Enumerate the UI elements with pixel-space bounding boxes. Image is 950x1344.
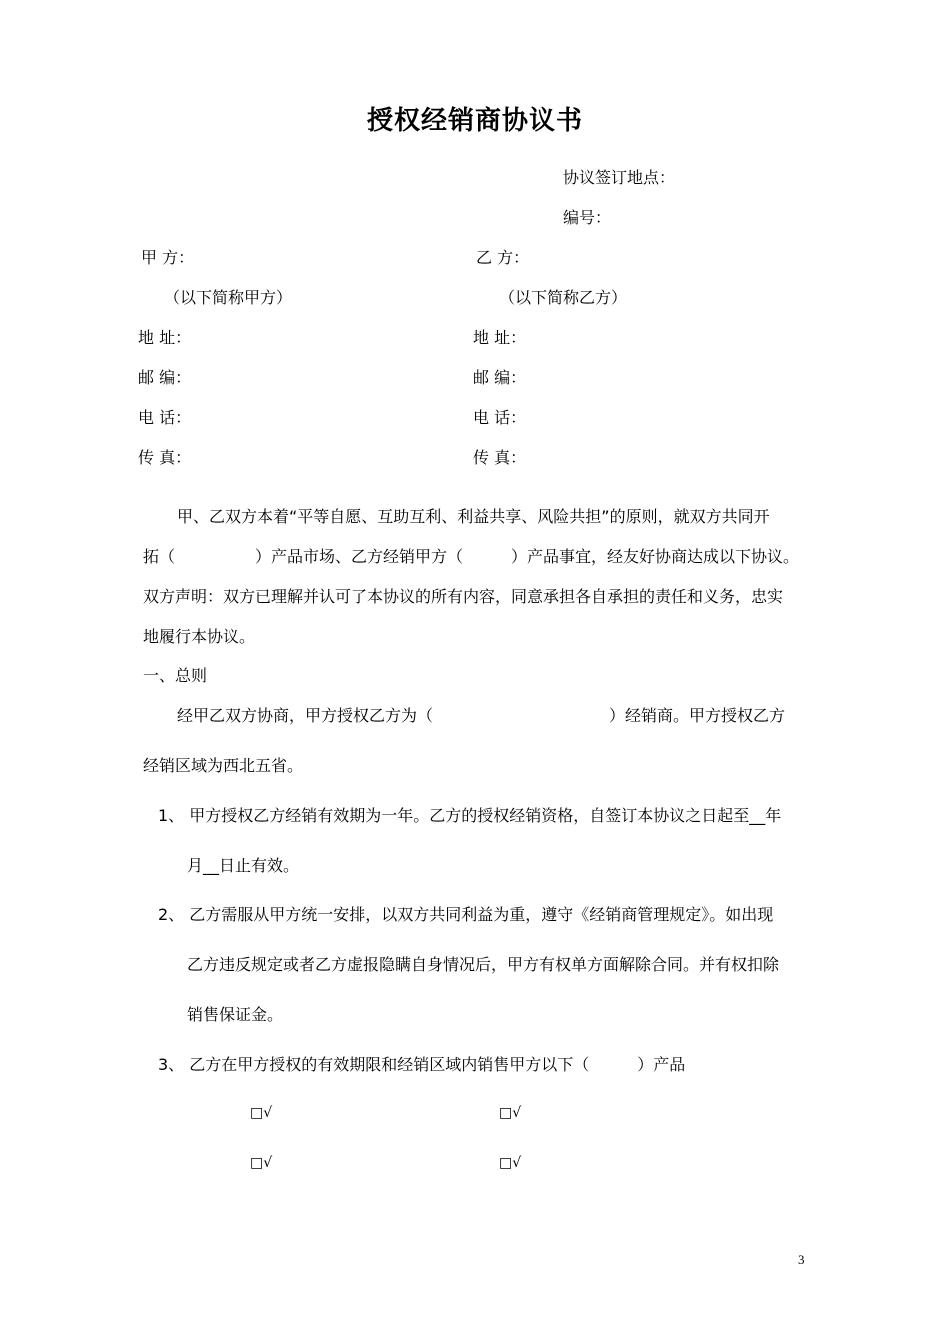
contract-number-label: 编号： — [563, 208, 612, 227]
signing-location-label: 协议签订地点： — [563, 168, 676, 187]
section-1-para-line-1: 经甲乙双方协商，甲方授权乙方为（ ）经销商。甲方授权乙方 — [177, 706, 786, 725]
intro-line-3: 双方声明：双方已理解并认可了本协议的所有内容，同意承担各自承担的责任和义务，忠实 — [143, 587, 784, 606]
product-checkbox-4[interactable]: □√ — [499, 1155, 522, 1171]
party-a-postcode: 邮 编： — [138, 368, 192, 387]
product-checkbox-2[interactable]: □√ — [499, 1105, 522, 1121]
intro-line-4: 地履行本协议。 — [143, 627, 256, 646]
product-checkbox-3[interactable]: □√ — [250, 1155, 273, 1171]
item-1-line-2: 月__日止有效。 — [187, 856, 300, 875]
party-a-abbr: （以下简称甲方） — [164, 288, 293, 307]
party-b-postcode: 邮 编： — [473, 368, 527, 387]
party-b-fax: 传 真： — [473, 448, 527, 467]
item-2-line-3: 销售保证金。 — [187, 1005, 284, 1024]
item-3-line-1: 3、 乙方在甲方授权的有效期限和经销区域内销售甲方以下（ ）产品 — [158, 1055, 686, 1074]
section-1-heading: 一、总则 — [143, 666, 208, 685]
party-a-address: 地 址： — [138, 328, 192, 347]
party-a-phone: 电 话： — [138, 408, 192, 427]
page-number: 3 — [798, 1252, 805, 1267]
document-title: 授权经销商协议书 — [366, 106, 583, 136]
intro-line-1: 甲、乙双方本着“平等自愿、互助互利、利益共享、风险共担”的原则，就双方共同开 — [177, 507, 770, 526]
party-b-phone: 电 话： — [473, 408, 527, 427]
item-2-line-2: 乙方违反规定或者乙方虚报隐瞒自身情况后，甲方有权单方面解除合同。并有权扣除 — [187, 955, 780, 974]
intro-line-2: 拓（ ）产品市场、乙方经销甲方（ ）产品事宜，经友好协商达成以下协议。 — [143, 547, 800, 566]
party-a-fax: 传 真： — [138, 448, 192, 467]
party-b-label: 乙 方： — [476, 248, 530, 267]
party-b-abbr: （以下简称乙方） — [499, 288, 628, 307]
party-a-label: 甲 方： — [141, 248, 195, 267]
item-2-line-1: 2、 乙方需服从甲方统一安排，以双方共同利益为重，遵守《经销商管理规定》。如出现 — [158, 905, 774, 924]
section-1-para-line-2: 经销区域为西北五省。 — [143, 756, 304, 775]
item-1-line-1: 1、 甲方授权乙方经销有效期为一年。乙方的授权经销资格，自签订本协议之日起至__年 — [158, 806, 782, 825]
product-checkbox-1[interactable]: □√ — [250, 1105, 273, 1121]
party-b-address: 地 址： — [473, 328, 527, 347]
